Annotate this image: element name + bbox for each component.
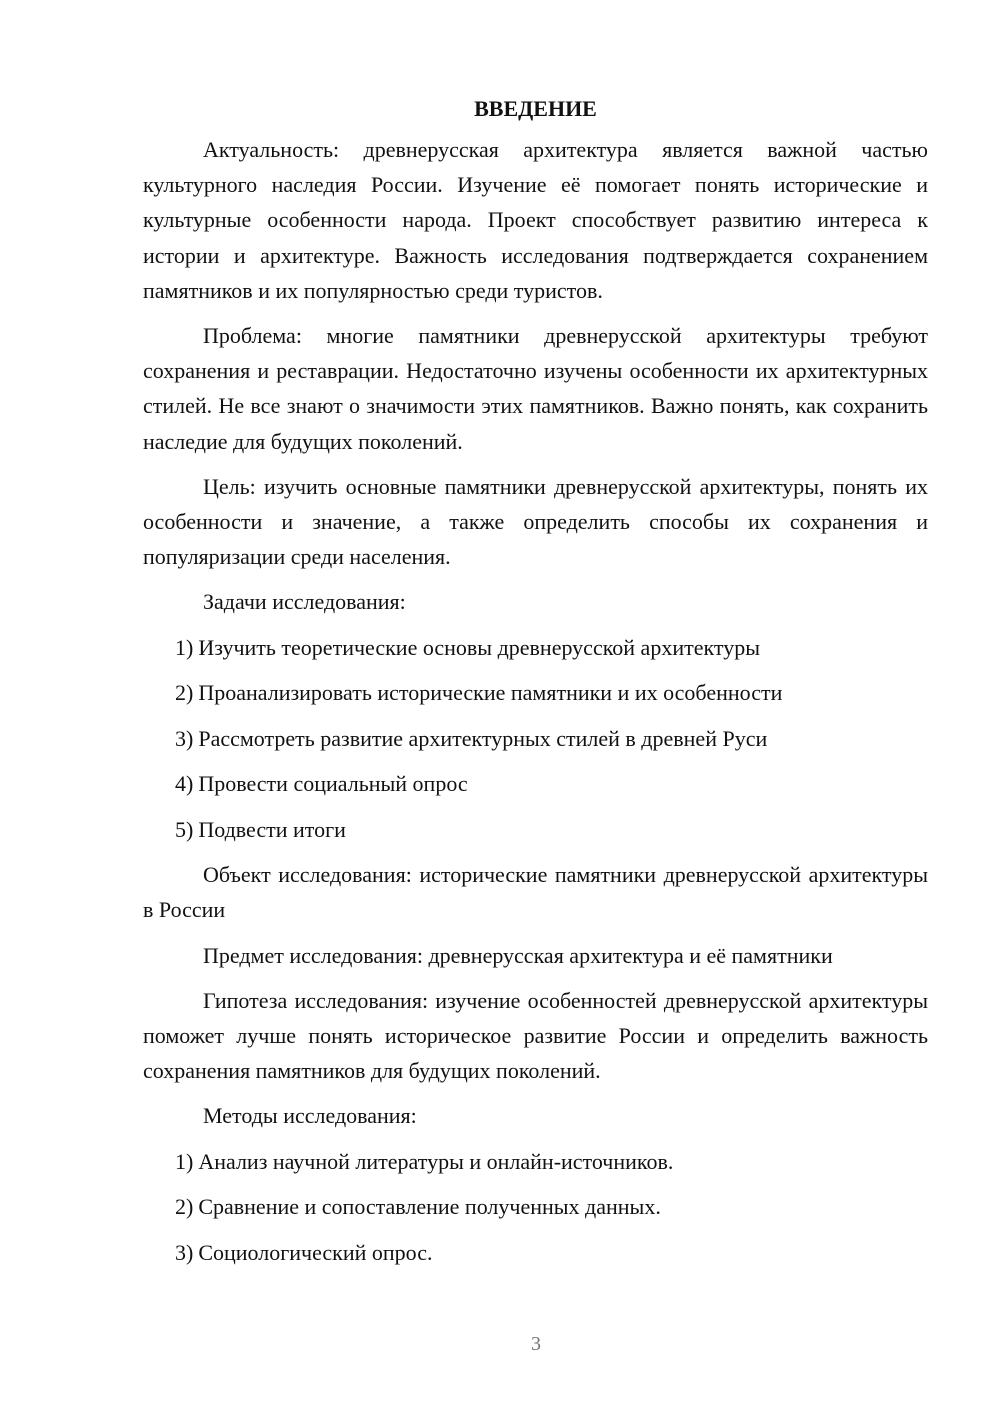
list-item <box>143 721 928 756</box>
list-item <box>143 675 928 710</box>
tasks-heading: Задачи исследования: <box>203 589 406 615</box>
list-item-text: Проанализировать исторические памятники и их особенности <box>198 680 783 706</box>
list-item <box>143 630 928 665</box>
list-item-text: Провести социальный опрос <box>198 771 468 797</box>
list-item <box>143 1235 928 1270</box>
list-item-text: Анализ научной литературы и онлайн-источников. <box>198 1148 674 1174</box>
list-item <box>143 1189 928 1224</box>
list-item-text: Сравнение и сопоставление полученных данных. <box>198 1194 661 1220</box>
list-item-number: 3) <box>175 1239 194 1265</box>
list-item <box>143 766 928 801</box>
list-item <box>143 812 928 847</box>
document-page <box>143 92 928 1280</box>
list-item-text: Рассмотреть развитие архитектурных стилей в древней Руси <box>198 725 768 751</box>
list-item-text: Подвести итоги <box>198 816 346 842</box>
list-item-text: Социологический опрос. <box>198 1239 433 1265</box>
list-item-text: Изучить теоретические основы древнерусской архитектуры <box>198 634 760 660</box>
list-item <box>143 1144 928 1179</box>
list-item-number: 2) <box>175 1194 194 1220</box>
hypothesis-paragraph: Гипотеза исследования: изучение особенностей древнерусской архитектуры поможет лучше понять историческое развитие России и определить важность сохранения памятников для будущих поколений. <box>143 987 928 1084</box>
list-item-number: 4) <box>175 771 194 797</box>
list-item-number: 5) <box>175 816 194 842</box>
page-number: 3 <box>531 1333 541 1355</box>
goal-paragraph: Цель: изучить основные памятники древнерусской архитектуры, понять их особенности и значение, а также определить способы их сохранения и популяризации среди населения. <box>143 473 928 570</box>
methods-heading: Методы исследования: <box>203 1103 417 1129</box>
subject-paragraph: Предмет исследования: древнерусская архитектура и её памятники <box>203 942 833 968</box>
tasks-list <box>143 630 928 847</box>
methods-list <box>143 1144 928 1270</box>
list-item-number: 1) <box>175 1148 194 1174</box>
page-title: ВВЕДЕНИЕ <box>474 96 597 121</box>
relevance-paragraph: Актуальность: древнерусская архитектура является важной частью культурного наследия России. Изучение её помогает понять исторические и культурные особенности народа. Проект способствует развитию интереса к истории и архитектуре. Важность исследования подтверждается сохранением памятников и их популярностью среди туристов. <box>143 137 928 303</box>
object-paragraph: Объект исследования: исторические памятники древнерусской архитектуры в России <box>143 862 928 923</box>
problem-paragraph: Проблема: многие памятники древнерусской архитектуры требуют сохранения и реставрации. Недостаточно изучены особенности их архитектурных стилей. Не все знают о значимости этих памятников. Важно понять, как сохранить наследие для будущих поколений. <box>143 323 928 454</box>
list-item-number: 3) <box>175 725 194 751</box>
list-item-number: 1) <box>175 634 194 660</box>
list-item-number: 2) <box>175 680 194 706</box>
